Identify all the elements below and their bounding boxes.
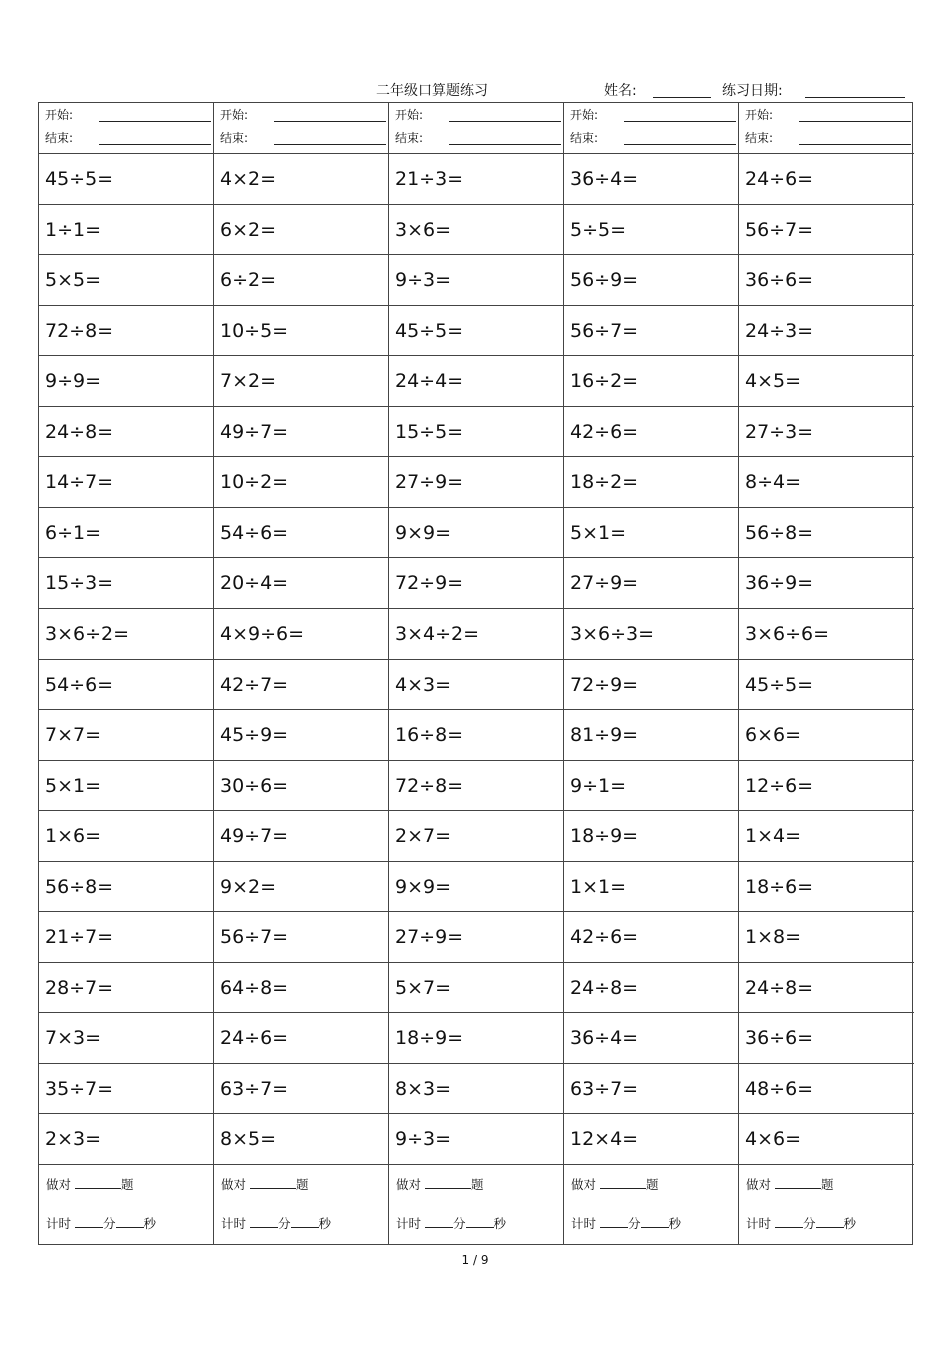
worksheet-title: 二年级口算题练习 (376, 83, 488, 99)
correct-label: 做对 (746, 1177, 772, 1192)
problem-column (739, 103, 914, 1244)
timer-label: 计时 (571, 1216, 597, 1231)
minutes-blank[interactable] (250, 1215, 278, 1228)
minutes-blank[interactable] (75, 1215, 103, 1228)
minute-unit: 分 (803, 1216, 816, 1231)
start-time-label: 开始: (745, 108, 774, 122)
problem-cell[interactable]: 4×6= (739, 1113, 914, 1164)
start-time-row (570, 106, 598, 123)
problem-cell[interactable]: 9×2= (214, 861, 388, 912)
end-time-blank[interactable] (274, 144, 386, 145)
worksheet-header (0, 78, 950, 100)
problem-cell[interactable]: 21÷7= (39, 911, 213, 962)
problem-cell[interactable]: 45÷5= (739, 659, 914, 710)
problem-cell[interactable]: 18÷6= (739, 861, 914, 912)
problem-cell[interactable]: 15÷5= (389, 406, 563, 457)
problem-cell[interactable]: 20÷4= (214, 557, 388, 608)
problem-cell[interactable]: 15÷3= (39, 557, 213, 608)
problem-cell[interactable]: 1×4= (739, 810, 914, 861)
problem-cell[interactable]: 24÷8= (39, 406, 213, 457)
timer-row (571, 1214, 681, 1232)
start-time-row (745, 106, 773, 123)
problem-cell[interactable]: 2×7= (389, 810, 563, 861)
problem-cell[interactable]: 1×8= (739, 911, 914, 962)
problem-cell[interactable]: 4×2= (214, 153, 388, 204)
end-time-row (220, 129, 248, 146)
end-time-label: 结束: (395, 131, 424, 145)
problem-cell[interactable]: 56÷9= (564, 254, 738, 305)
problem-cell[interactable]: 49÷7= (214, 810, 388, 861)
problem-cell[interactable]: 9÷1= (564, 760, 738, 811)
problem-cell[interactable]: 4×5= (739, 355, 914, 406)
problem-cell[interactable]: 56÷7= (739, 204, 914, 255)
problem-cell[interactable]: 24÷6= (739, 153, 914, 204)
end-time-label: 结束: (570, 131, 599, 145)
minute-unit: 分 (103, 1216, 116, 1231)
problem-cell[interactable]: 49÷7= (214, 406, 388, 457)
problem-cell[interactable]: 45÷5= (389, 305, 563, 356)
problem-cell[interactable]: 24÷4= (389, 355, 563, 406)
problem-cell[interactable]: 6÷2= (214, 254, 388, 305)
score-box (739, 1164, 914, 1246)
time-box (739, 103, 914, 153)
problem-cell[interactable]: 18÷9= (389, 1012, 563, 1063)
problem-cell[interactable]: 5÷5= (564, 204, 738, 255)
start-time-blank[interactable] (449, 121, 561, 122)
problem-cell[interactable]: 6×2= (214, 204, 388, 255)
end-time-label: 结束: (220, 131, 249, 145)
start-time-label: 开始: (395, 108, 424, 122)
correct-label: 做对 (396, 1177, 422, 1192)
problem-cell[interactable]: 3×6= (389, 204, 563, 255)
start-time-row (395, 106, 423, 123)
problem-cell[interactable]: 8÷4= (739, 456, 914, 507)
problem-column (39, 103, 214, 1244)
start-time-blank[interactable] (274, 121, 386, 122)
problem-column (389, 103, 564, 1244)
problem-cell[interactable]: 18÷9= (564, 810, 738, 861)
end-time-label: 结束: (745, 131, 774, 145)
problem-cell[interactable]: 56÷8= (739, 507, 914, 558)
second-unit: 秒 (318, 1216, 332, 1231)
problem-cell[interactable]: 10÷2= (214, 456, 388, 507)
problem-cell[interactable]: 54÷6= (214, 507, 388, 558)
problem-cell[interactable]: 8×5= (214, 1113, 388, 1164)
start-time-label: 开始: (45, 108, 74, 122)
problem-cell[interactable]: 24÷3= (739, 305, 914, 356)
problem-cell[interactable]: 81÷9= (564, 709, 738, 760)
start-time-blank[interactable] (99, 121, 211, 122)
problem-cell[interactable]: 5×5= (39, 254, 213, 305)
end-time-row (45, 129, 73, 146)
problem-cell[interactable]: 28÷7= (39, 962, 213, 1013)
problem-cell[interactable]: 16÷2= (564, 355, 738, 406)
problem-cell[interactable]: 16÷8= (389, 709, 563, 760)
problem-cell[interactable]: 36÷6= (739, 1012, 914, 1063)
second-unit: 秒 (143, 1216, 157, 1231)
seconds-blank[interactable] (816, 1215, 844, 1228)
problem-cell[interactable]: 45÷9= (214, 709, 388, 760)
problem-cell[interactable]: 72÷9= (389, 557, 563, 608)
problem-cell[interactable]: 10÷5= (214, 305, 388, 356)
time-box (214, 103, 388, 153)
correct-unit: 题 (471, 1177, 484, 1192)
name-blank[interactable] (653, 97, 711, 98)
timer-label: 计时 (46, 1216, 72, 1231)
problem-cell[interactable]: 12÷6= (739, 760, 914, 811)
score-box (389, 1164, 563, 1246)
problem-cell[interactable]: 72÷9= (564, 659, 738, 710)
end-time-blank[interactable] (624, 144, 736, 145)
correct-unit: 题 (646, 1177, 659, 1192)
minute-unit: 分 (453, 1216, 466, 1231)
start-time-label: 开始: (220, 108, 249, 122)
problem-cell[interactable]: 9÷3= (389, 254, 563, 305)
correct-count-blank[interactable] (775, 1176, 821, 1189)
timer-row (46, 1214, 156, 1232)
problem-cell[interactable]: 9÷9= (39, 355, 213, 406)
score-box (39, 1164, 213, 1246)
name-label: 姓名: (604, 83, 637, 99)
seconds-blank[interactable] (116, 1215, 144, 1228)
end-time-blank[interactable] (799, 144, 911, 145)
problem-cell[interactable]: 4×9÷6= (214, 608, 388, 659)
timer-label: 计时 (396, 1216, 422, 1231)
problem-cell[interactable]: 12×4= (564, 1113, 738, 1164)
problem-cell[interactable]: 24÷8= (739, 962, 914, 1013)
second-unit: 秒 (493, 1216, 507, 1231)
date-label: 练习日期: (722, 83, 783, 99)
correct-label: 做对 (46, 1177, 72, 1192)
timer-row (396, 1214, 506, 1232)
problem-cell[interactable]: 1×6= (39, 810, 213, 861)
problem-cell[interactable]: 56÷7= (214, 911, 388, 962)
correct-unit: 题 (121, 1177, 134, 1192)
correct-count-row (396, 1175, 484, 1193)
problem-cell[interactable]: 3×4÷2= (389, 608, 563, 659)
problem-cell[interactable]: 42÷6= (564, 406, 738, 457)
start-time-row (45, 106, 73, 123)
problem-cell[interactable]: 63÷7= (564, 1063, 738, 1114)
end-time-blank[interactable] (99, 144, 211, 145)
problem-cell[interactable]: 6×6= (739, 709, 914, 760)
minutes-blank[interactable] (425, 1215, 453, 1228)
problem-cell[interactable]: 9×9= (389, 507, 563, 558)
problem-cell[interactable]: 3×6÷6= (739, 608, 914, 659)
problem-cell[interactable]: 27÷9= (389, 456, 563, 507)
correct-count-blank[interactable] (425, 1176, 471, 1189)
problem-column (564, 103, 739, 1244)
problem-cell[interactable]: 4×3= (389, 659, 563, 710)
end-time-blank[interactable] (449, 144, 561, 145)
problem-cell[interactable]: 7×7= (39, 709, 213, 760)
correct-label: 做对 (571, 1177, 597, 1192)
problem-cell[interactable]: 64÷8= (214, 962, 388, 1013)
problem-cell[interactable]: 18÷2= (564, 456, 738, 507)
problem-cell[interactable]: 36÷6= (739, 254, 914, 305)
problem-column (214, 103, 389, 1244)
score-box (564, 1164, 738, 1246)
problem-cell[interactable]: 1÷1= (39, 204, 213, 255)
start-time-blank[interactable] (624, 121, 736, 122)
end-time-row (745, 129, 773, 146)
second-unit: 秒 (843, 1216, 857, 1231)
start-time-row (220, 106, 248, 123)
problem-cell[interactable]: 1×1= (564, 861, 738, 912)
page-indicator: 1 / 9 (461, 1253, 489, 1267)
problem-cell[interactable]: 5×1= (564, 507, 738, 558)
score-box (214, 1164, 388, 1246)
time-box (39, 103, 213, 153)
problem-cell[interactable]: 5×7= (389, 962, 563, 1013)
correct-count-row (46, 1175, 134, 1193)
end-time-row (570, 129, 598, 146)
timer-row (746, 1214, 856, 1232)
start-time-blank[interactable] (799, 121, 911, 122)
problem-cell[interactable]: 2×3= (39, 1113, 213, 1164)
end-time-row (395, 129, 423, 146)
minutes-blank[interactable] (775, 1215, 803, 1228)
minute-unit: 分 (278, 1216, 291, 1231)
problem-cell[interactable]: 27÷9= (389, 911, 563, 962)
correct-count-row (221, 1175, 309, 1193)
problem-cell[interactable]: 3×6÷2= (39, 608, 213, 659)
correct-unit: 题 (296, 1177, 309, 1192)
time-box (564, 103, 738, 153)
problem-cell[interactable]: 35÷7= (39, 1063, 213, 1114)
problem-cell[interactable]: 48÷6= (739, 1063, 914, 1114)
correct-label: 做对 (221, 1177, 247, 1192)
timer-label: 计时 (221, 1216, 247, 1231)
problem-cell[interactable]: 5×1= (39, 760, 213, 811)
correct-count-blank[interactable] (250, 1176, 296, 1189)
correct-unit: 题 (821, 1177, 834, 1192)
problem-cell[interactable]: 56÷8= (39, 861, 213, 912)
problem-cell[interactable]: 63÷7= (214, 1063, 388, 1114)
problem-cell[interactable]: 56÷7= (564, 305, 738, 356)
correct-count-blank[interactable] (600, 1176, 646, 1189)
problem-cell[interactable]: 14÷7= (39, 456, 213, 507)
problem-cell[interactable]: 30÷6= (214, 760, 388, 811)
correct-count-row (746, 1175, 834, 1193)
problem-cell[interactable]: 8×3= (389, 1063, 563, 1114)
problem-cell[interactable]: 3×6÷3= (564, 608, 738, 659)
problem-cell[interactable]: 21÷3= (389, 153, 563, 204)
problem-cell[interactable]: 54÷6= (39, 659, 213, 710)
problem-cell[interactable]: 24÷8= (564, 962, 738, 1013)
problem-cell[interactable]: 9×9= (389, 861, 563, 912)
seconds-blank[interactable] (466, 1215, 494, 1228)
time-box (389, 103, 563, 153)
problem-cell[interactable]: 45÷5= (39, 153, 213, 204)
seconds-blank[interactable] (641, 1215, 669, 1228)
problem-cell[interactable]: 36÷4= (564, 1012, 738, 1063)
problem-cell[interactable]: 24÷6= (214, 1012, 388, 1063)
problem-cell[interactable]: 7×2= (214, 355, 388, 406)
problem-cell[interactable]: 6÷1= (39, 507, 213, 558)
timer-row (221, 1214, 331, 1232)
minute-unit: 分 (628, 1216, 641, 1231)
timer-label: 计时 (746, 1216, 772, 1231)
correct-count-row (571, 1175, 659, 1193)
start-time-label: 开始: (570, 108, 599, 122)
end-time-label: 结束: (45, 131, 74, 145)
second-unit: 秒 (668, 1216, 682, 1231)
minutes-blank[interactable] (600, 1215, 628, 1228)
problem-cell[interactable]: 36÷4= (564, 153, 738, 204)
problem-cell[interactable]: 72÷8= (389, 760, 563, 811)
seconds-blank[interactable] (291, 1215, 319, 1228)
problem-cell[interactable]: 42÷6= (564, 911, 738, 962)
problem-cell[interactable]: 36÷9= (739, 557, 914, 608)
problem-cell[interactable]: 7×3= (39, 1012, 213, 1063)
problem-grid (38, 102, 913, 1245)
correct-count-blank[interactable] (75, 1176, 121, 1189)
problem-cell[interactable]: 9÷3= (389, 1113, 563, 1164)
date-blank[interactable] (805, 97, 905, 98)
problem-cell[interactable]: 42÷7= (214, 659, 388, 710)
problem-cell[interactable]: 27÷3= (739, 406, 914, 457)
problem-cell[interactable]: 72÷8= (39, 305, 213, 356)
problem-cell[interactable]: 27÷9= (564, 557, 738, 608)
